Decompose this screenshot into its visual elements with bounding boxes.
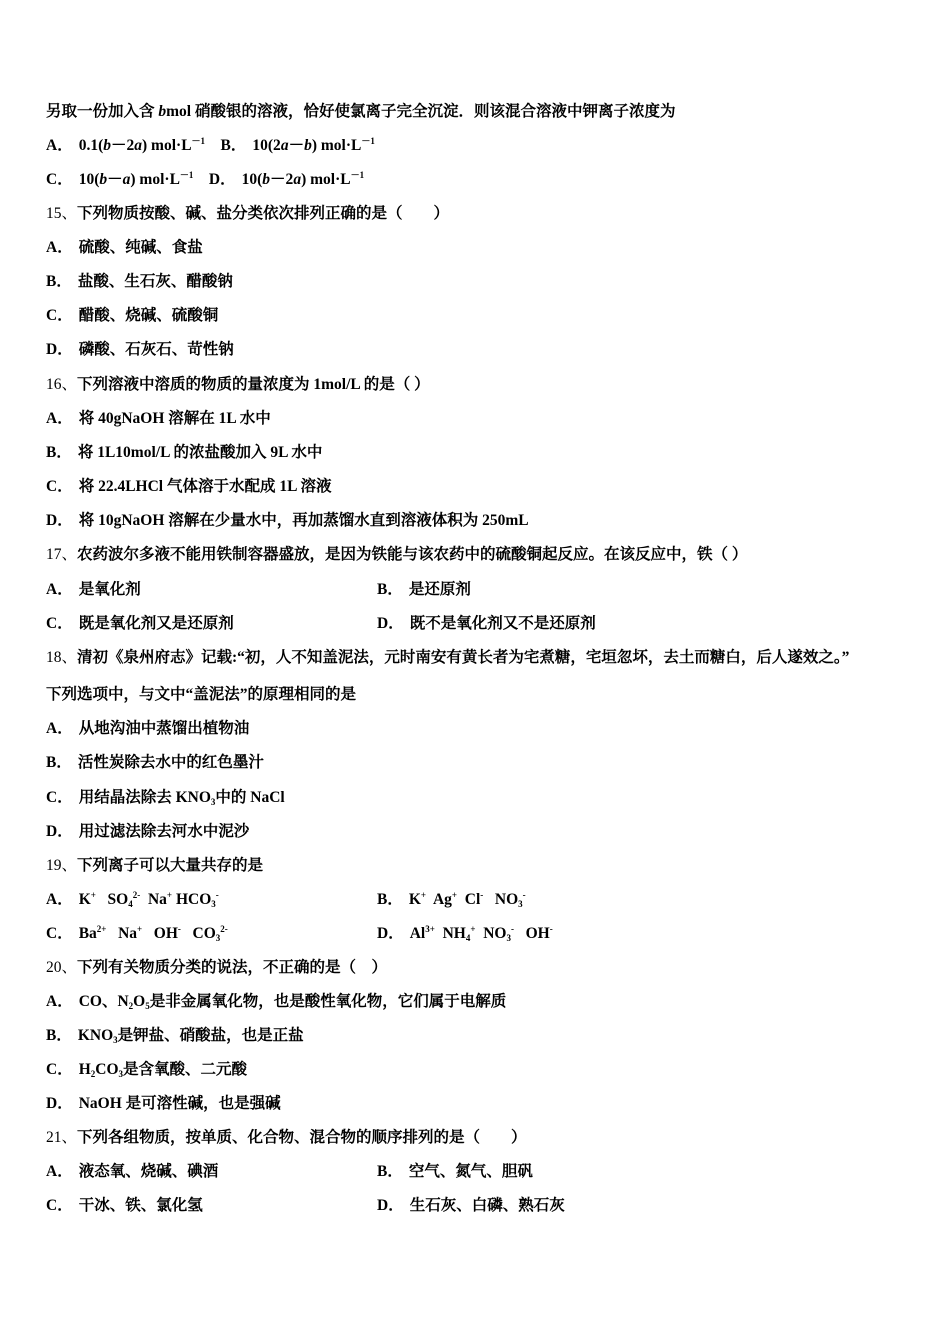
q20-option-d: D． NaOH 是可溶性碱，也是强碱	[46, 1095, 281, 1112]
q15-option-c: C． 醋酸、烧碱、硫酸铜	[46, 307, 219, 324]
q20-number: 20、	[46, 959, 78, 976]
q18-stem-text: 清初《泉州府志》记载:“初，人不知盖泥法，元时南安有黄长者为宅煮糖，宅垣忽坏，去土而糖白，后人遂效之。”	[77, 649, 850, 666]
q19-stem-text: 下列离子可以大量共存的是	[77, 857, 264, 874]
q17-option-a: A． 是氧化剂	[46, 581, 141, 598]
q15-stem	[46, 202, 449, 226]
q21-option-c: C． 干冰、铁、氯化氢	[46, 1197, 203, 1214]
q21-stem	[46, 1126, 527, 1150]
q19-options-ab	[46, 888, 526, 912]
q17-option-d: D． 既不是氧化剂又不是还原剂	[377, 615, 596, 632]
q16-stem-text: 下列溶液中溶质的物质的量浓度为 1mol/L 的是（ ）	[77, 376, 430, 393]
q20-option-b: B． $KNO_3$是钾盐、硝酸盐，也是正盐	[46, 1027, 304, 1045]
q18-number: 18、	[46, 649, 78, 666]
q14-option-d: D． 10(b－2a) $mol\cdot L^{-1}$	[208, 170, 365, 188]
q15-option-d: D． 磷酸、石灰石、苛性钠	[46, 341, 234, 358]
q17-stem	[46, 543, 747, 567]
q18-option-b: B． 活性炭除去水中的红色墨汁	[46, 754, 264, 771]
q17-options-ab	[46, 578, 471, 602]
q16-number: 16、	[46, 376, 78, 393]
q17-option-b: B． 是还原剂	[377, 581, 471, 598]
q15-number: 15、	[46, 205, 78, 222]
q17-options-cd	[46, 612, 596, 636]
q16-option-c: C． 将 22.4LHCl 气体溶于水配成 1L 溶液	[46, 478, 332, 495]
q20-stem-text: 下列有关物质分类的说法，不正确的是（ ）	[77, 959, 388, 976]
q18-option-c: C． 用结晶法除去 $KNO_3$中的 NaCl	[46, 789, 285, 807]
q21-stem-text: 下列各组物质，按单质、化合物、混合物的顺序排列的是（ ）	[77, 1129, 527, 1146]
q19-option-d: D． $Al^{3+}$ $NH_4^+$ $NO_3^-$ OH-	[377, 924, 553, 943]
q15-option-b: B． 盐酸、生石灰、醋酸钠	[46, 273, 233, 290]
q19-option-a: A． K+ $SO_4^{2-}$ Na+ $HCO_3^-$	[46, 890, 219, 909]
q18-stem-line2: 下列选项中，与文中“盖泥法”的原理相同的是	[46, 686, 357, 703]
q17-option-c: C． 既是氧化剂又是还原剂	[46, 615, 234, 632]
q14-options-ab	[46, 134, 375, 158]
q14-stem-continued	[46, 100, 676, 124]
q21-option-a: A． 液态氧、烧碱、碘酒	[46, 1163, 219, 1180]
q21-options-ab	[46, 1160, 533, 1184]
q16-stem	[46, 373, 430, 397]
q16-option-b: B． 将 1L10mol/L 的浓盐酸加入 9L 水中	[46, 444, 323, 461]
q17-stem-text: 农药波尔多液不能用铁制容器盛放，是因为铁能与该农药中的硫酸铜起反应。在该反应中，铁（ ）	[77, 546, 748, 563]
q21-option-d: D． 生石灰、白磷、熟石灰	[377, 1197, 565, 1214]
q20-stem	[46, 956, 387, 980]
q16-option-d: D． 将 10gNaOH 溶解在少量水中，再加蒸馏水直到溶液体积为 250mL	[46, 512, 529, 529]
q14-option-c: C． 10(b－a) $mol\cdot L^{-1}$	[46, 170, 194, 188]
q14-option-b: B． 10(2a－b) $mol\cdot L^{-1}$	[220, 136, 375, 154]
q18-stem	[46, 646, 849, 670]
q14-option-a: A． 0.1(b－2a) $mol\cdot L^{-1}$	[46, 136, 206, 154]
q17-number: 17、	[46, 546, 78, 563]
q14-options-cd	[46, 168, 364, 192]
q21-number: 21、	[46, 1129, 78, 1146]
q21-option-b: B． 空气、氮气、胆矾	[377, 1163, 533, 1180]
q14-stem: 另取一份加入含 bmol 硝酸银的溶液，恰好使氯离子完全沉淀．则该混合溶液中钾离子浓度为	[46, 103, 676, 120]
q20-option-a: A． CO、$N_2O_5$是非金属氧化物，也是酸性氧化物，它们属于电解质	[46, 993, 507, 1011]
q19-option-c: C． $Ba^{2+}$ Na+ OH- $CO_3^{2-}$	[46, 924, 228, 943]
q20-option-c: C． $H_2CO_3$是含氧酸、二元酸	[46, 1061, 248, 1079]
q19-option-b: B． K+ Ag+ Cl- $NO_3^-$	[377, 890, 526, 909]
q16-option-a: A． 将 40gNaOH 溶解在 1L 水中	[46, 410, 271, 427]
q15-option-a: A． 硫酸、纯碱、食盐	[46, 239, 203, 256]
q19-number: 19、	[46, 857, 78, 874]
q19-stem	[46, 854, 263, 878]
q18-option-d: D． 用过滤法除去河水中泥沙	[46, 823, 250, 840]
q18-option-a: A． 从地沟油中蒸馏出植物油	[46, 720, 250, 737]
q15-stem-text: 下列物质按酸、碱、盐分类依次排列正确的是（ ）	[77, 205, 450, 222]
q21-options-cd	[46, 1194, 565, 1218]
q19-options-cd	[46, 922, 553, 946]
